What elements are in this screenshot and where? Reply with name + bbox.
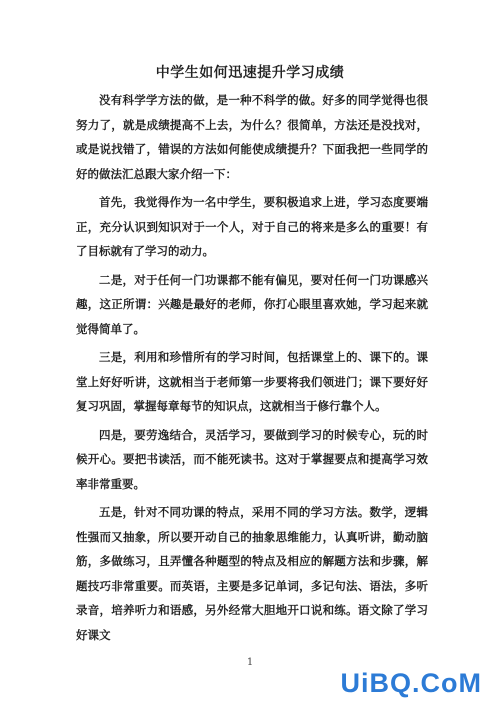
document-title: 中学生如何迅速提升学习成绩 bbox=[155, 65, 345, 81]
page-number: 1 bbox=[246, 657, 254, 668]
paragraph-second: 二是，对于任何一门功课都不能有偏见，要对任何一门功课感兴趣，这正所谓：兴趣是最好的老师，你打心眼里喜欢她，学习起来就觉得简单了。 bbox=[76, 272, 428, 336]
paragraph-fifth: 五是，针对不同功课的特点，采用不同的学习方法。数学，逻辑性强而又抽象，所以要开动自己的抽象思维能力，认真听讲，勤动脑筋，多做练习，且弄懂各种题型的特点及相应的解题方法和步骤，解题技巧非常重要。而英语，主要是多记单词，多记句法、语法，多听录音，培养听力和语感，另外经常大胆地开口说和练。语文除了学习好课文 bbox=[76, 505, 428, 642]
paragraph-third: 三是，利用和珍惜所有的学习时间，包括课堂上的、课下的。课堂上好好听讲，这就相当于老师第一步要将我们领进门；课下要好好复习巩固，掌握每章每节的知识点，这就相当于修行靠个人。 bbox=[76, 350, 428, 413]
paragraph-fourth: 四是，要劳逸结合，灵活学习，要做到学习的时候专心，玩的时候开心。要把书读活，而不能死读书。这对于掌握要点和提高学习效率非常重要。 bbox=[76, 427, 428, 491]
paragraph-first: 首先，我觉得作为一名中学生，要积极追求上进，学习态度要端正，充分认识到知识对于一个人，对于自己的将来是多么的重要！有了目标就有了学习的动力。 bbox=[76, 195, 428, 258]
paragraph-intro: 没有科学学方法的做，是一种不科学的做。好多的同学觉得也很努力了，就是成绩提高不上去，为什么？很简单，方法还是没找对，或是说找错了，错误的方法如何能使成绩提升？下面我把一些同学的好的做法汇总跟大家介绍一下： bbox=[76, 93, 428, 181]
site-watermark: UiBQ.CoM bbox=[340, 668, 482, 698]
document-body bbox=[76, 88, 428, 651]
